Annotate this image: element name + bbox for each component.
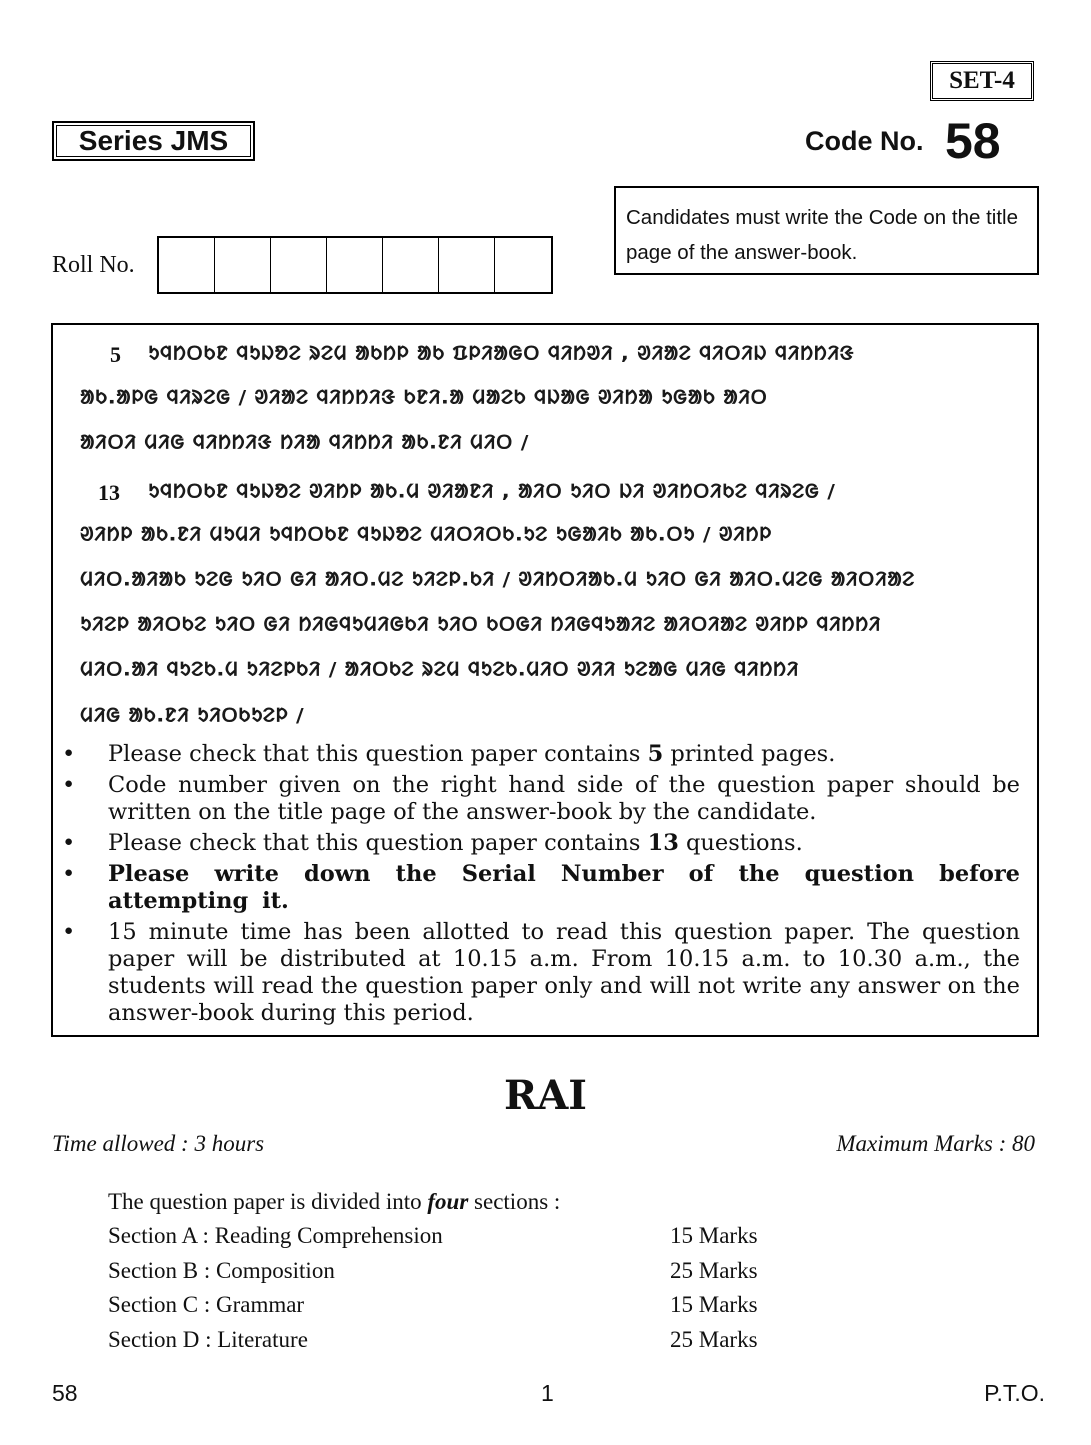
section-name: Section C : Grammar <box>108 1292 305 1317</box>
code-label: Code No. <box>805 126 924 156</box>
rai-number-13: 13 <box>98 480 120 505</box>
section-marks: 15 Marks <box>670 1223 758 1248</box>
list-item: • Please check that this question paper contains 13 questions. <box>62 830 803 856</box>
section-marks: 25 Marks <box>670 1327 758 1352</box>
time-allowed: Time allowed : 3 hours <box>52 1131 265 1156</box>
set-label: SET-4 <box>930 61 1034 101</box>
code-number: 58 <box>945 113 1001 169</box>
section-marks: 15 Marks <box>670 1292 758 1317</box>
roll-cell[interactable] <box>271 238 327 292</box>
rai-text-line: ᱢᱤᱛ.ᱟᱤᱟᱠ ᱩᱮᱜ ᱩᱤᱛ ᱜᱤ ᱟᱤᱛ.ᱢᱮ ᱩᱤᱮᱞ.ᱠᱤ / ᱣᱤᱴᱛᱤᱟᱠ.ᱢ ᱩᱤᱛ ᱜᱤ ᱟᱤᱛ.ᱢᱮᱜ ᱟᱤᱛᱤᱟᱮ <box>80 568 915 590</box>
maximum-marks: Maximum Marks : 80 <box>836 1131 1035 1156</box>
footer-code: 58 <box>52 1380 78 1406</box>
list-item: • Code number given on the right hand side of the question paper should be written on the title page of the answer-book by the candidate. <box>62 772 1020 825</box>
roll-cell[interactable] <box>495 238 551 292</box>
section-marks: 25 Marks <box>670 1258 758 1283</box>
rai-text-line: ᱢᱤᱛ.ᱟᱤ ᱧᱩᱮᱠ.ᱢ ᱩᱤᱮᱞᱠᱤ / ᱟᱤᱛᱠᱮ ᱨᱮᱢ ᱧᱩᱮᱠ.ᱢᱤᱛ ᱣᱤᱤ ᱩᱮᱟᱜ ᱢᱤᱜ ᱧᱤᱴᱴᱤ <box>80 658 799 680</box>
roll-cell[interactable] <box>327 238 383 292</box>
roll-cell[interactable] <box>159 238 215 292</box>
rai-text-line: ᱩᱧᱴᱛᱠᱱ ᱧᱩᱡᱚᱮ ᱣᱤᱴᱞ ᱟᱠ.ᱢ ᱣᱤᱟᱱᱤ , ᱟᱤᱛ ᱩᱤᱛ ᱡᱤ ᱣᱤᱴᱛᱤᱠᱮ ᱧᱤᱨᱮᱜ / <box>148 480 836 502</box>
list-item: • Please write down the Serial Number of the question before attempting it. <box>62 861 1020 914</box>
list-item: • Please check that this question paper contains 5 printed pages. <box>62 741 836 767</box>
sections-intro: The question paper is divided into four sections : <box>108 1189 561 1214</box>
subject-title: RAI <box>504 1072 587 1119</box>
rai-text-line: ᱣᱤᱴᱞ ᱟᱠ.ᱱᱤ ᱢᱩᱢᱤ ᱩᱧᱴᱛᱠᱱ ᱧᱩᱡᱚᱮ ᱢᱤᱛᱤᱛᱠ.ᱩᱮ ᱩᱜᱟᱤᱠ ᱟᱠ.ᱛᱩ / ᱣᱤᱴᱞ <box>80 523 772 545</box>
roll-cell[interactable] <box>215 238 271 292</box>
series-label: Series JMS <box>52 121 255 161</box>
section-name: Section A : Reading Comprehension <box>108 1223 443 1248</box>
page-number: 1 <box>541 1380 554 1406</box>
list-item: • 15 minute time has been allotted to read this question paper. The question paper will be distributed at 10.15 a.m. From 10.15 a.m. to 10.30 a.m., the students will read the question paper only and will not write any answer on the answer-book during this period. <box>62 919 1020 1026</box>
instruction-list <box>60 741 1020 1031</box>
roll-label: Roll No. <box>52 252 135 278</box>
roll-number-grid[interactable] <box>157 236 553 294</box>
section-name: Section B : Composition <box>108 1258 335 1283</box>
roll-cell[interactable] <box>383 238 439 292</box>
rai-text-line: ᱢᱤᱜ ᱟᱠ.ᱱᱤ ᱩᱤᱛᱠᱩᱮᱞ / <box>80 704 305 726</box>
rai-text-line: ᱟᱤᱛᱤ ᱢᱤᱜ ᱧᱤᱴᱴᱤᱝ ᱴᱤᱟ ᱧᱤᱴᱴᱤ ᱟᱠ.ᱱᱤ ᱢᱤᱛ / <box>80 431 529 453</box>
rai-number-5: 5 <box>110 342 121 367</box>
section-name: Section D : Literature <box>108 1327 308 1352</box>
rai-text-line: ᱟᱠ.ᱟᱞᱜ ᱧᱤᱨᱮᱜ / ᱣᱤᱟᱮ ᱧᱤᱴᱴᱤᱝ ᱠᱱᱤ.ᱟ ᱢᱟᱮᱠ ᱧᱡᱟᱜ ᱣᱤᱴᱟ ᱩᱜᱟᱠ ᱟᱤᱛ <box>80 386 768 408</box>
roll-cell[interactable] <box>439 238 495 292</box>
pto-label: P.T.O. <box>984 1380 1045 1406</box>
candidate-note: Candidates must write the Code on the title page of the answer-book. <box>614 186 1039 275</box>
rai-text-line: ᱩᱤᱮᱞ ᱟᱤᱛᱠᱮ ᱩᱤᱛ ᱜᱤ ᱴᱤᱜᱧᱩᱢᱤᱜᱠᱤ ᱩᱤᱛ ᱠᱛᱜᱤ ᱴᱤᱜᱧᱩᱟᱤᱮ ᱟᱤᱛᱤᱟᱮ ᱣᱤᱴᱞ ᱧᱤᱴᱴᱤ <box>80 613 881 635</box>
rai-text-line: ᱩᱧᱴᱛᱠᱱ ᱧᱩᱡᱚᱮ ᱨᱮᱢ ᱟᱠᱴᱞ ᱟᱠ ᱯᱞᱤᱟᱜᱛ ᱧᱤᱴᱣᱤ , ᱣᱤᱟᱮ ᱧᱤᱛᱤᱡ ᱧᱤᱴᱴᱤᱝ <box>148 342 855 364</box>
